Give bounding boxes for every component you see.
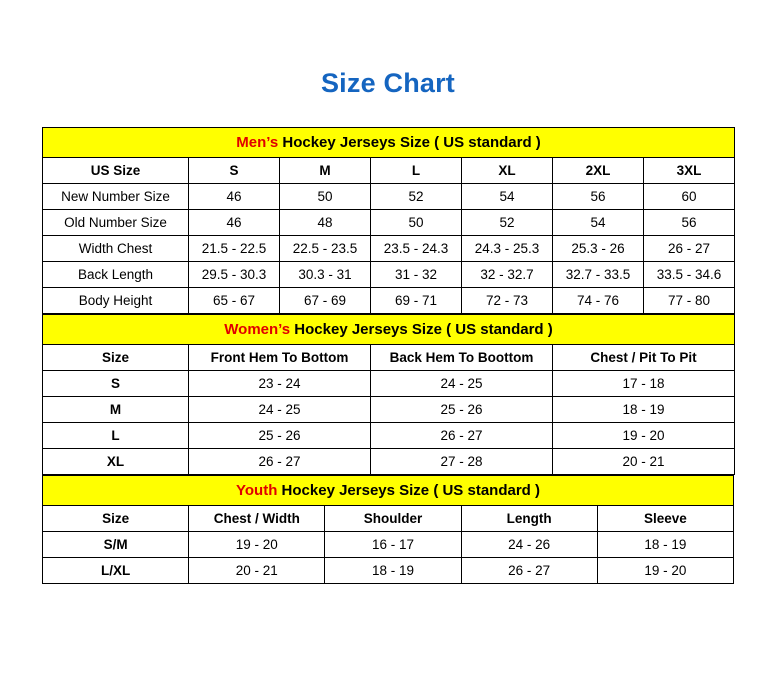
cell: 52 bbox=[462, 210, 553, 236]
youth-col-header: Sleeve bbox=[597, 506, 733, 532]
page-title: Size Chart bbox=[320, 68, 456, 98]
cell: 48 bbox=[280, 210, 371, 236]
cell: 72 - 73 bbox=[462, 288, 553, 314]
size-tables-container bbox=[42, 99, 734, 584]
womens-size-table bbox=[42, 314, 735, 475]
row-label: S/M bbox=[43, 532, 189, 558]
cell: 24 - 25 bbox=[189, 397, 371, 423]
mens-col-header: M bbox=[280, 158, 371, 184]
row-label: S bbox=[43, 371, 189, 397]
cell: 24.3 - 25.3 bbox=[462, 236, 553, 262]
cell: 20 - 21 bbox=[189, 558, 325, 584]
cell: 25 - 26 bbox=[371, 397, 553, 423]
cell: 46 bbox=[189, 184, 280, 210]
cell: 69 - 71 bbox=[371, 288, 462, 314]
cell: 65 - 67 bbox=[189, 288, 280, 314]
cell: 17 - 18 bbox=[553, 371, 735, 397]
table-row bbox=[43, 288, 735, 314]
cell: 31 - 32 bbox=[371, 262, 462, 288]
cell: 32.7 - 33.5 bbox=[553, 262, 644, 288]
mens-col-header: 2XL bbox=[553, 158, 644, 184]
womens-heading-accent: Women’s bbox=[224, 321, 291, 338]
row-label: Width Chest bbox=[43, 236, 189, 262]
mens-col-header: 3XL bbox=[644, 158, 735, 184]
cell: 77 - 80 bbox=[644, 288, 735, 314]
cell: 26 - 27 bbox=[461, 558, 597, 584]
row-label: L bbox=[43, 423, 189, 449]
youth-heading-rest: Hockey Jerseys Size ( US standard ) bbox=[277, 482, 540, 499]
mens-col-header: S bbox=[189, 158, 280, 184]
youth-col-header: Shoulder bbox=[325, 506, 461, 532]
table-row bbox=[43, 262, 735, 288]
table-row bbox=[43, 397, 735, 423]
mens-heading-rest: Hockey Jerseys Size ( US standard ) bbox=[278, 134, 541, 151]
row-label: Old Number Size bbox=[43, 210, 189, 236]
cell: 18 - 19 bbox=[553, 397, 735, 423]
row-label: New Number Size bbox=[43, 184, 189, 210]
row-label: Body Height bbox=[43, 288, 189, 314]
womens-col-header: Front Hem To Bottom bbox=[189, 345, 371, 371]
cell: 19 - 20 bbox=[553, 423, 735, 449]
row-label: Back Length bbox=[43, 262, 189, 288]
cell: 25 - 26 bbox=[189, 423, 371, 449]
row-label: XL bbox=[43, 449, 189, 475]
womens-section-header-cell bbox=[43, 315, 735, 345]
cell: 56 bbox=[553, 184, 644, 210]
cell: 22.5 - 23.5 bbox=[280, 236, 371, 262]
cell: 19 - 20 bbox=[189, 532, 325, 558]
mens-size-table bbox=[42, 127, 735, 314]
womens-heading-rest: Hockey Jerseys Size ( US standard ) bbox=[290, 321, 553, 338]
cell: 54 bbox=[462, 184, 553, 210]
cell: 24 - 26 bbox=[461, 532, 597, 558]
cell: 24 - 25 bbox=[371, 371, 553, 397]
table-row bbox=[43, 184, 735, 210]
cell: 26 - 27 bbox=[644, 236, 735, 262]
womens-column-headers bbox=[43, 345, 735, 371]
table-row bbox=[43, 532, 734, 558]
cell: 20 - 21 bbox=[553, 449, 735, 475]
mens-section-header bbox=[43, 128, 735, 158]
youth-col-header: Length bbox=[461, 506, 597, 532]
mens-column-headers bbox=[43, 158, 735, 184]
table-row bbox=[43, 558, 734, 584]
row-label: M bbox=[43, 397, 189, 423]
cell: 29.5 - 30.3 bbox=[189, 262, 280, 288]
youth-section-header-cell bbox=[43, 476, 734, 506]
cell: 18 - 19 bbox=[325, 558, 461, 584]
cell: 54 bbox=[553, 210, 644, 236]
cell: 46 bbox=[189, 210, 280, 236]
cell: 52 bbox=[371, 184, 462, 210]
cell: 25.3 - 26 bbox=[553, 236, 644, 262]
mens-col-header: US Size bbox=[43, 158, 189, 184]
table-row bbox=[43, 210, 735, 236]
mens-heading-accent: Men’s bbox=[236, 134, 279, 151]
youth-size-table bbox=[42, 475, 734, 584]
cell: 30.3 - 31 bbox=[280, 262, 371, 288]
table-row bbox=[43, 449, 735, 475]
youth-heading-accent: Youth bbox=[236, 482, 278, 499]
youth-section-header bbox=[43, 476, 734, 506]
youth-col-header: Size bbox=[43, 506, 189, 532]
cell: 50 bbox=[371, 210, 462, 236]
mens-col-header: XL bbox=[462, 158, 553, 184]
table-row bbox=[43, 423, 735, 449]
mens-section-header-cell bbox=[43, 128, 735, 158]
cell: 23.5 - 24.3 bbox=[371, 236, 462, 262]
cell: 18 - 19 bbox=[597, 532, 733, 558]
cell: 60 bbox=[644, 184, 735, 210]
womens-col-header: Back Hem To Boottom bbox=[371, 345, 553, 371]
youth-col-header: Chest / Width bbox=[189, 506, 325, 532]
table-row bbox=[43, 236, 735, 262]
youth-column-headers bbox=[43, 506, 734, 532]
cell: 21.5 - 22.5 bbox=[189, 236, 280, 262]
cell: 33.5 - 34.6 bbox=[644, 262, 735, 288]
cell: 26 - 27 bbox=[371, 423, 553, 449]
cell: 50 bbox=[280, 184, 371, 210]
cell: 56 bbox=[644, 210, 735, 236]
cell: 23 - 24 bbox=[189, 371, 371, 397]
womens-section-header bbox=[43, 315, 735, 345]
cell: 67 - 69 bbox=[280, 288, 371, 314]
cell: 19 - 20 bbox=[597, 558, 733, 584]
row-label: L/XL bbox=[43, 558, 189, 584]
cell: 27 - 28 bbox=[371, 449, 553, 475]
cell: 26 - 27 bbox=[189, 449, 371, 475]
mens-col-header: L bbox=[371, 158, 462, 184]
womens-col-header: Size bbox=[43, 345, 189, 371]
table-row bbox=[43, 371, 735, 397]
cell: 16 - 17 bbox=[325, 532, 461, 558]
cell: 74 - 76 bbox=[553, 288, 644, 314]
womens-col-header: Chest / Pit To Pit bbox=[553, 345, 735, 371]
cell: 32 - 32.7 bbox=[462, 262, 553, 288]
